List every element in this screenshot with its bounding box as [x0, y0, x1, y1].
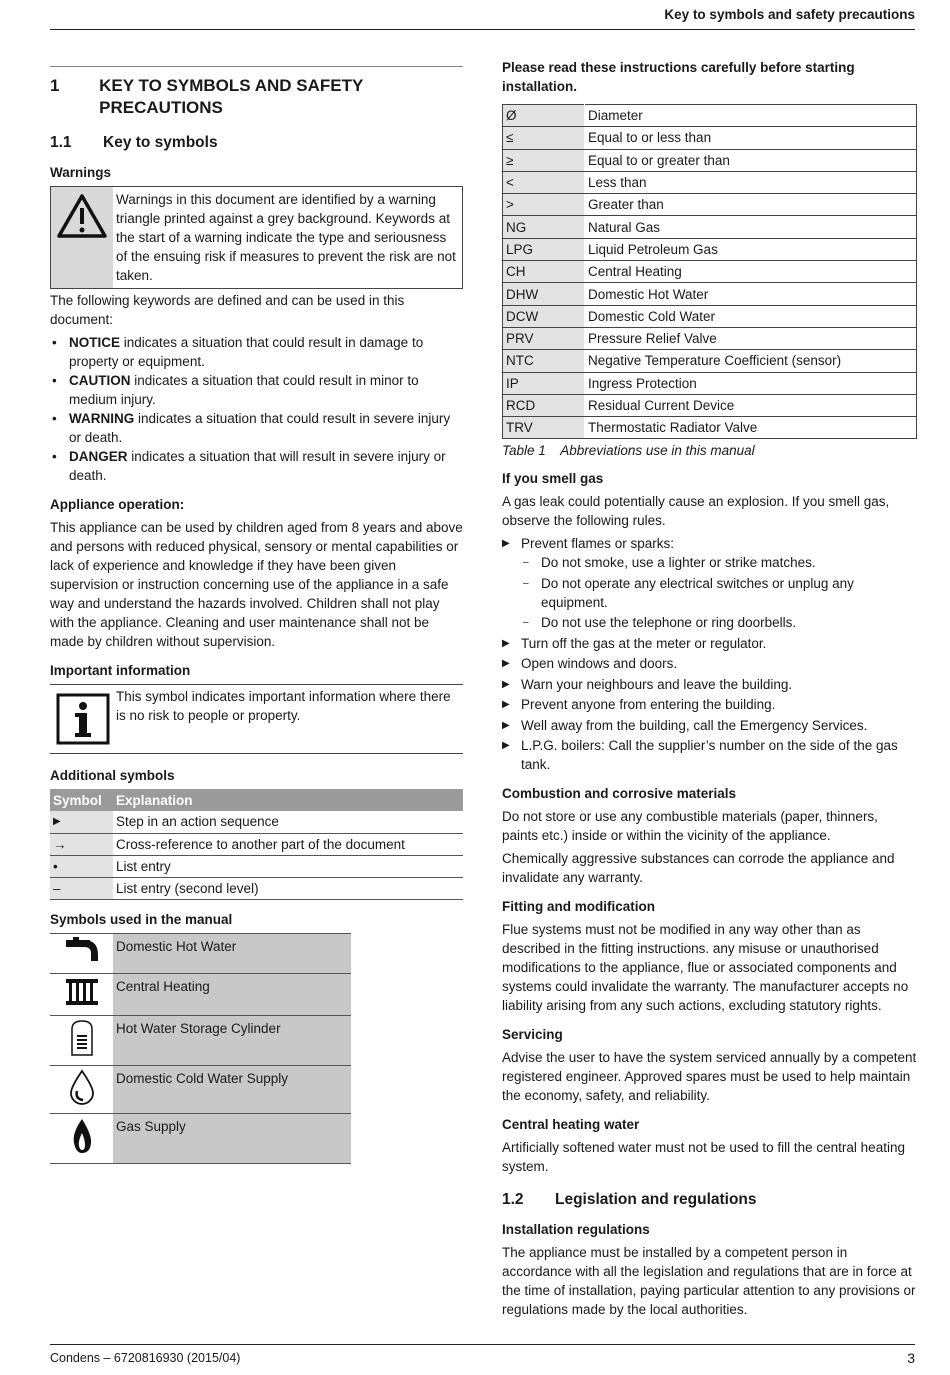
- installation-text: The appliance must be installed by a competent person in accordance with all the legislation and regulations that are in force at the time of installation, paying particular attention to any provisions or regulations made by the local authorities.: [502, 1245, 916, 1318]
- abbreviations-table: [502, 104, 917, 439]
- list-item: [502, 534, 917, 632]
- list-item: ▶ Prevent anyone from entering the building.: [502, 695, 917, 714]
- additional-symbols-heading: Additional symbols: [50, 768, 175, 783]
- list-item: ▶ Warn your neighbours and leave the building.: [502, 675, 917, 694]
- table-row: [503, 283, 917, 305]
- tap-icon: [50, 933, 113, 973]
- subsection-heading-1-1: [50, 133, 463, 153]
- keyword-desc: indicates a situation that could result in severe injury or death.: [69, 411, 451, 445]
- keyword-desc: indicates a situation that could result in damage to property or equipment.: [69, 335, 424, 369]
- explanation-cell: Cross-reference to another part of the document: [113, 833, 463, 855]
- table-row: [503, 171, 917, 193]
- table-row: [503, 394, 917, 416]
- abbreviation-cell: LPG: [503, 238, 585, 260]
- symbol-cell: →: [50, 833, 113, 855]
- table-caption: Table 1 Abbreviations use in this manual: [502, 443, 755, 459]
- table-row: [50, 877, 463, 899]
- central-heating-water-heading: Central heating water: [502, 1117, 640, 1133]
- abbreviations-table-body: [503, 105, 917, 439]
- table-row: [503, 105, 917, 127]
- subsection-heading-1-2: [502, 1190, 917, 1210]
- abbreviation-cell: NTC: [503, 350, 585, 372]
- list-item: ▶ Well away from the building, call the Emergency Services.: [502, 716, 917, 735]
- additional-symbols-table: [50, 789, 463, 900]
- abbreviation-cell: ≤: [503, 127, 585, 149]
- symbol-label: Central Heating: [113, 973, 351, 1015]
- table-row: [503, 127, 917, 149]
- subsection-title: Legislation and regulations: [555, 1191, 757, 1209]
- definition-cell: Equal to or less than: [585, 127, 917, 149]
- list-item: ▶ Open windows and doors.: [502, 654, 917, 673]
- warnings-heading: Warnings: [50, 165, 112, 180]
- step-text: Prevent flames or sparks:: [521, 536, 675, 552]
- combustion-heading: Combustion and corrosive materials: [502, 786, 737, 802]
- table-row: [50, 833, 463, 855]
- cylinder-icon: [50, 1015, 113, 1065]
- list-item: ▶ L.P.G. boilers: Call the supplier’s number on the side of the gas tank.: [502, 736, 917, 774]
- list-item: [50, 333, 463, 371]
- important-heading: Important information: [50, 663, 191, 678]
- water-drop-icon: [50, 1065, 113, 1113]
- table-row: [503, 350, 917, 372]
- table-row: [503, 194, 917, 216]
- definition-cell: Pressure Relief Valve: [585, 327, 917, 349]
- explanation-cell: List entry (second level): [113, 877, 463, 899]
- explanation-cell: Step in an action sequence: [113, 811, 463, 833]
- keyword: CAUTION: [69, 373, 131, 388]
- definition-cell: Liquid Petroleum Gas: [585, 238, 917, 260]
- table-row: [50, 855, 463, 877]
- definition-cell: Less than: [585, 171, 917, 193]
- radiator-icon: [50, 973, 113, 1015]
- keyword: WARNING: [69, 411, 135, 426]
- info-box: [50, 684, 463, 754]
- keyword: DANGER: [69, 449, 128, 464]
- left-column: [50, 66, 463, 1164]
- abbreviation-cell: NG: [503, 216, 585, 238]
- definition-cell: Central Heating: [585, 261, 917, 283]
- fitting-heading: Fitting and modification: [502, 899, 655, 915]
- flame-icon: [50, 1113, 113, 1163]
- keywords-intro: The following keywords are defined and can be used in this document:: [50, 293, 405, 327]
- warning-box: [50, 186, 463, 289]
- abbreviation-cell: Ø: [503, 105, 585, 127]
- subsection-number: 1.2: [502, 1191, 524, 1209]
- symbol-cell: •: [50, 855, 113, 877]
- intro-heading: Please read these instructions carefully before starting installation.: [502, 60, 855, 94]
- list-item: [50, 409, 463, 447]
- appliance-heading: Appliance operation:: [50, 497, 185, 512]
- table-header-row: [50, 789, 463, 811]
- keyword-desc: indicates a situation that will result in severe injury or death.: [69, 449, 446, 483]
- list-item: – Do not smoke, use a lighter or strike matches.: [521, 553, 917, 572]
- definition-cell: Ingress Protection: [585, 372, 917, 394]
- table-row: [503, 305, 917, 327]
- definition-cell: Residual Current Device: [585, 394, 917, 416]
- abbreviation-cell: RCD: [503, 394, 585, 416]
- abbreviation-cell: IP: [503, 372, 585, 394]
- abbreviation-cell: PRV: [503, 327, 585, 349]
- subsection-title: Key to symbols: [103, 134, 218, 151]
- list-item: – Do not use the telephone or ring doorbells.: [521, 613, 917, 632]
- gas-text: A gas leak could potentially cause an explosion. If you smell gas, observe the following rules.: [502, 494, 890, 529]
- keywords-list: [50, 333, 463, 485]
- keyword: NOTICE: [69, 335, 121, 350]
- abbreviation-cell: DCW: [503, 305, 585, 327]
- gas-steps-list: [502, 534, 917, 774]
- central-heating-water-text: Artificially softened water must not be used to fill the central heating system.: [502, 1140, 905, 1175]
- definition-cell: Domestic Hot Water: [585, 283, 917, 305]
- gas-sub-list: [521, 553, 917, 632]
- section-number: 1: [50, 76, 60, 95]
- abbreviation-cell: CH: [503, 261, 585, 283]
- appliance-text: This appliance can be used by children aged from 8 years and above and persons with reduced physical, sensory or mental capabilities or lack of experience and knowledge if they have been given supervision or instruction concerning use of the appliance in a safe way and understand the hazards involved. Children shall not play with the appliance. Cleaning and user maintenance shall not be made by children without supervision.: [50, 520, 463, 649]
- section-heading-1: [50, 66, 463, 119]
- section-title: KEY TO SYMBOLS AND SAFETY PRECAUTIONS: [99, 76, 364, 117]
- manual-symbols-heading: Symbols used in the manual: [50, 911, 233, 927]
- abbreviation-cell: DHW: [503, 283, 585, 305]
- abbreviation-cell: >: [503, 194, 585, 216]
- list-item: – Do not operate any electrical switches or unplug any equipment.: [521, 574, 917, 612]
- table-row: [503, 238, 917, 260]
- definition-cell: Thermostatic Radiator Valve: [585, 417, 917, 439]
- symbol-cell: –: [50, 877, 113, 899]
- page-header: [50, 4, 915, 30]
- abbreviation-cell: ≥: [503, 149, 585, 171]
- table-row: [503, 327, 917, 349]
- symbol-label: Hot Water Storage Cylinder: [113, 1015, 351, 1065]
- abbreviation-cell: <: [503, 171, 585, 193]
- list-item: [50, 371, 463, 409]
- installation-heading: Installation regulations: [502, 1222, 650, 1238]
- table-row: [503, 372, 917, 394]
- page-footer: [50, 1344, 915, 1368]
- servicing-text: Advise the user to have the system serviced annually by a competent registered engineer. Approved spares must be used to help maintain the economy, safety, and reliability.: [502, 1050, 917, 1104]
- right-column: [502, 58, 917, 1323]
- gas-heading: If you smell gas: [502, 471, 604, 487]
- symbol-label: Domestic Cold Water Supply: [113, 1065, 351, 1113]
- table-row: [50, 973, 351, 1015]
- fitting-text: Flue systems must not be modified in any way other than as described in the fitting instructions. any misuse or unauthorised modifications to the appliance, flue or associated components and systems could invalidate the warranty. The manufacturer accepts no liability arising from any such actions, excluding statutory rights.: [502, 922, 909, 1014]
- definition-cell: Negative Temperature Coefficient (sensor): [585, 350, 917, 372]
- table-row: [503, 216, 917, 238]
- table-row: [50, 1015, 351, 1065]
- definition-cell: Greater than: [585, 194, 917, 216]
- list-item: [50, 447, 463, 485]
- table-row: [50, 933, 351, 973]
- abbreviation-cell: TRV: [503, 417, 585, 439]
- table-row: [50, 1113, 351, 1163]
- warning-box-text: Warnings in this document are identified by a warning triangle printed against a grey background. Keywords at the start of a warning indicate the type and seriousness of the ensuing risk if measures to prevent the risk are not taken.: [113, 187, 462, 288]
- table-row: [503, 261, 917, 283]
- explanation-cell: List entry: [113, 855, 463, 877]
- warning-triangle-icon: [51, 187, 113, 288]
- header-title: Key to symbols and safety precautions: [664, 7, 915, 22]
- keyword-desc: indicates a situation that could result in minor to medium injury.: [69, 373, 419, 407]
- combustion-text: Do not store or use any combustible materials (paper, thinners, paints etc.) inside or within the vicinity of the appliance.: [502, 809, 878, 844]
- info-box-text: This symbol indicates important information where there is no risk to people or property.: [116, 689, 451, 723]
- footer-doc-id: Condens – 6720816930 (2015/04): [50, 1351, 241, 1365]
- list-item: ▶ Turn off the gas at the meter or regulator.: [502, 634, 917, 653]
- definition-cell: Equal to or greater than: [585, 149, 917, 171]
- servicing-heading: Servicing: [502, 1027, 563, 1043]
- manual-symbols-table: [50, 933, 351, 1164]
- combustion-text: Chemically aggressive substances can corrode the appliance and invalidate any warranty.: [502, 851, 895, 886]
- definition-cell: Diameter: [585, 105, 917, 127]
- table-row: [503, 417, 917, 439]
- table-row: [50, 811, 463, 833]
- definition-cell: Domestic Cold Water: [585, 305, 917, 327]
- table-row: [50, 1065, 351, 1113]
- column-header: Explanation: [113, 789, 463, 811]
- subsection-number: 1.1: [50, 134, 72, 151]
- page-number: 3: [907, 1350, 915, 1366]
- column-header: Symbol: [50, 789, 113, 811]
- symbol-label: Domestic Hot Water: [113, 933, 351, 973]
- table-row: [503, 149, 917, 171]
- info-icon: [50, 687, 116, 745]
- definition-cell: Natural Gas: [585, 216, 917, 238]
- symbol-label: Gas Supply: [113, 1113, 351, 1163]
- symbol-cell: ▶: [50, 811, 113, 833]
